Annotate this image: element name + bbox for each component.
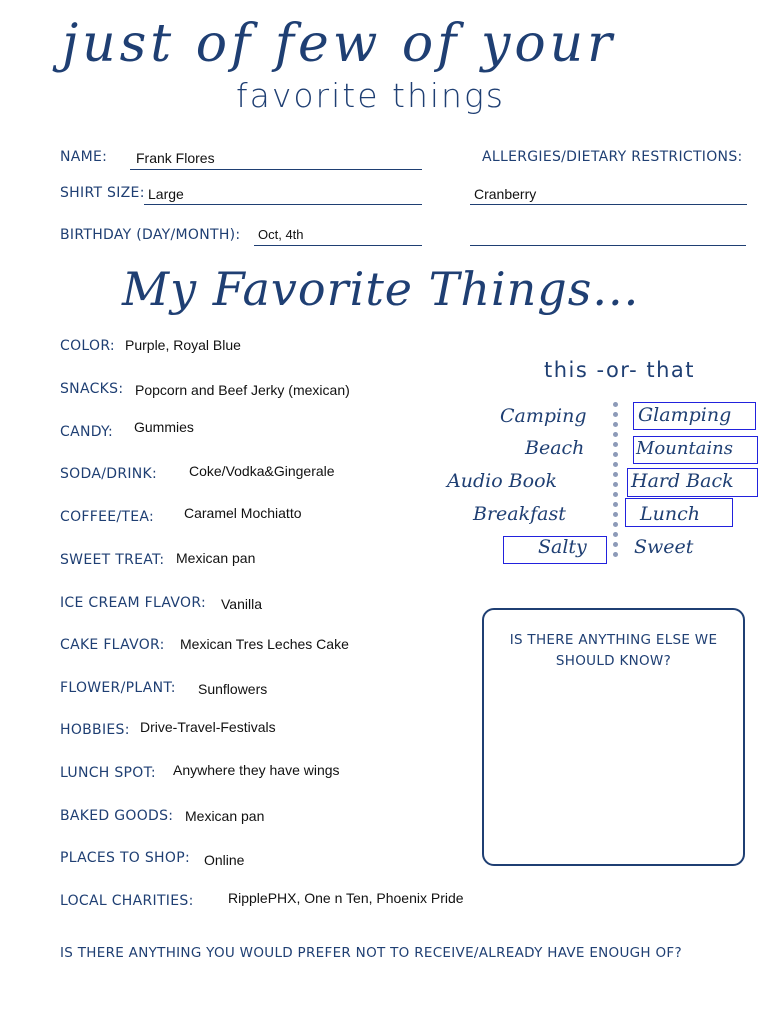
- local-charities-label: LOCAL CHARITIES:: [60, 893, 194, 909]
- candy-label: CANDY:: [60, 424, 114, 440]
- option-breakfast[interactable]: Breakfast: [473, 503, 566, 525]
- flower-plant-label: FLOWER/PLANT:: [60, 680, 176, 696]
- divider-dot: [613, 512, 618, 517]
- shirt-size-value[interactable]: Large: [148, 186, 184, 202]
- ice-cream-label: ICE CREAM FLAVOR:: [60, 595, 206, 611]
- divider-dot: [613, 532, 618, 537]
- divider-dot: [613, 522, 618, 527]
- divider-dot: [613, 402, 618, 407]
- anything-else-question: IS THERE ANYTHING ELSE WE SHOULD KNOW?: [509, 632, 718, 669]
- title-sans: favorite things: [236, 76, 505, 115]
- option-sweet[interactable]: Sweet: [634, 536, 694, 558]
- soda-drink-label: SODA/DRINK:: [60, 466, 158, 482]
- option-salty[interactable]: Salty: [538, 536, 587, 558]
- sweet-treat-label: SWEET TREAT:: [60, 552, 165, 568]
- lunch-spot-value[interactable]: Anywhere they have wings: [173, 762, 340, 778]
- shirt-size-underline: [144, 204, 422, 205]
- divider-dot: [613, 502, 618, 507]
- hobbies-value[interactable]: Drive-Travel-Festivals: [140, 719, 276, 735]
- places-to-shop-value[interactable]: Online: [204, 852, 245, 868]
- divider-dot: [613, 492, 618, 497]
- coffee-tea-value[interactable]: Caramel Mochiatto: [184, 505, 302, 521]
- favorites-title: My Favorite Things...: [122, 262, 640, 316]
- flower-plant-value[interactable]: Sunflowers: [198, 681, 268, 697]
- option-mountains[interactable]: Mountains: [636, 438, 734, 459]
- divider-dot: [613, 442, 618, 447]
- hobbies-label: HOBBIES:: [60, 722, 130, 738]
- option-beach[interactable]: Beach: [525, 437, 585, 459]
- places-to-shop-label: PLACES TO SHOP:: [60, 850, 190, 866]
- shirt-size-label: SHIRT SIZE:: [60, 185, 145, 201]
- divider-dot: [613, 482, 618, 487]
- color-label: COLOR:: [60, 338, 115, 354]
- baked-goods-value[interactable]: Mexican pan: [185, 808, 265, 824]
- footer-question: IS THERE ANYTHING YOU WOULD PREFER NOT TO RECEIVE/ALREADY HAVE ENOUGH OF?: [60, 945, 682, 961]
- ice-cream-value[interactable]: Vanilla: [221, 596, 262, 612]
- cake-flavor-value[interactable]: Mexican Tres Leches Cake: [180, 636, 349, 652]
- divider-dot: [613, 412, 618, 417]
- allergies-underline-2: [470, 245, 746, 246]
- option-glamping[interactable]: Glamping: [638, 404, 732, 426]
- allergies-value[interactable]: Cranberry: [474, 186, 537, 202]
- name-label: NAME:: [60, 149, 108, 165]
- option-camping[interactable]: Camping: [500, 405, 587, 427]
- birthday-value[interactable]: Oct, 4th: [258, 227, 304, 242]
- allergies-label: ALLERGIES/DIETARY RESTRICTIONS:: [482, 149, 743, 165]
- divider-dot: [613, 432, 618, 437]
- anything-else-box[interactable]: [482, 608, 745, 866]
- coffee-tea-label: COFFEE/TEA:: [60, 509, 155, 525]
- lunch-spot-label: LUNCH SPOT:: [60, 765, 156, 781]
- divider-dot: [613, 472, 618, 477]
- candy-value[interactable]: Gummies: [134, 419, 194, 435]
- divider-dot: [613, 462, 618, 467]
- this-or-that-title: this -or- that: [544, 358, 695, 382]
- option-lunch[interactable]: Lunch: [640, 503, 700, 525]
- option-hard-back[interactable]: Hard Back: [631, 470, 734, 492]
- divider-dot: [613, 552, 618, 557]
- divider-dot: [613, 422, 618, 427]
- name-value[interactable]: Frank Flores: [136, 150, 215, 166]
- local-charities-value[interactable]: RipplePHX, One n Ten, Phoenix Pride: [228, 890, 464, 906]
- option-audio-book[interactable]: Audio Book: [447, 470, 558, 492]
- birthday-label: BIRTHDAY (DAY/MONTH):: [60, 227, 241, 243]
- name-underline: [130, 169, 422, 170]
- color-value[interactable]: Purple, Royal Blue: [125, 337, 241, 353]
- divider-dot: [613, 542, 618, 547]
- divider-dot: [613, 452, 618, 457]
- snacks-value[interactable]: Popcorn and Beef Jerky (mexican): [135, 382, 350, 398]
- snacks-label: SNACKS:: [60, 381, 124, 397]
- title-script: just of few of your: [62, 14, 616, 74]
- birthday-underline: [254, 245, 422, 246]
- baked-goods-label: BAKED GOODS:: [60, 808, 174, 824]
- allergies-underline-1: [470, 204, 747, 205]
- sweet-treat-value[interactable]: Mexican pan: [176, 550, 256, 566]
- cake-flavor-label: CAKE FLAVOR:: [60, 637, 165, 653]
- soda-drink-value[interactable]: Coke/Vodka&Gingerale: [189, 463, 335, 479]
